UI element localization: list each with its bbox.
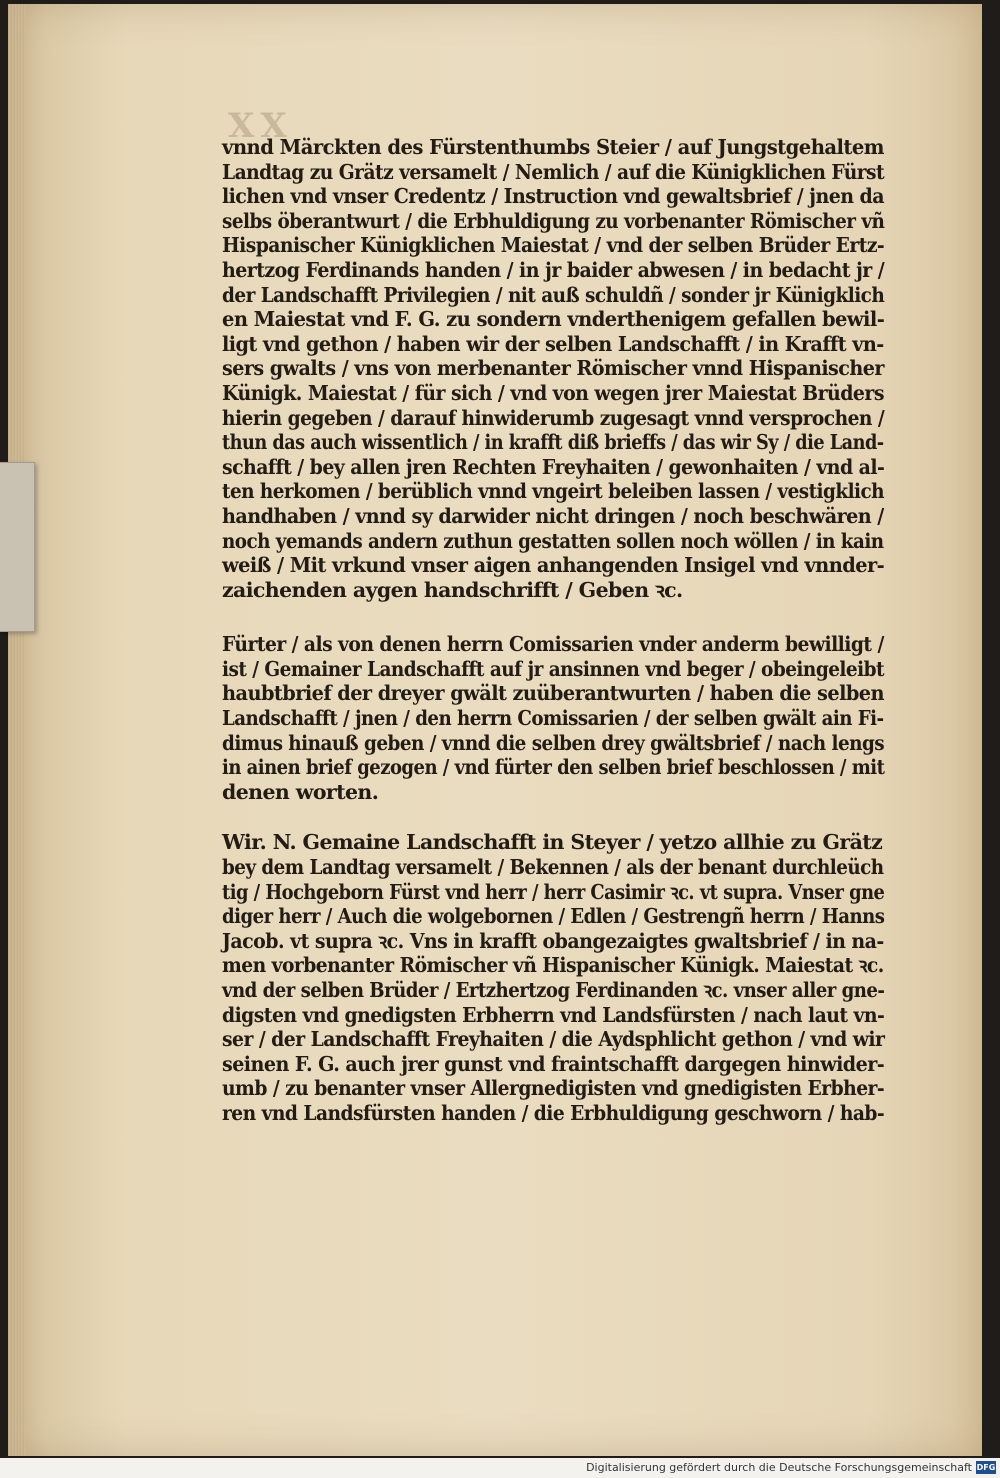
text-line: haubtbrief der dreyer gwält zuüberantwurten / haben die selben [222,681,885,706]
paragraph-3 [222,830,884,1125]
paragraph-2 [222,632,884,804]
text-line: sers gwalts / vns von merbenanter Römischer vnnd Hispanischer [222,356,884,381]
text-line: seinen F. G. auch jrer gunst vnd fraintschafft dargegen hinwider- [222,1051,885,1076]
page-tab-marker [0,462,35,632]
text-line: hierin gegeben / darauf hinwiderumb zugesagt vnnd versprochen / [222,405,885,430]
text-line: ser / der Landschafft Freyhaiten / die Aydsphlicht gethon / vnd wir [222,1027,885,1052]
paragraph-1 [222,135,884,602]
text-line: vnnd Märckten des Fürstenthumbs Steier / auf Jungstgehaltem [222,135,884,159]
text-line: zaichenden aygen handschrifft / Geben ꝛc. [222,577,683,602]
text-line: denen worten. [222,779,379,804]
footer-credit: Digitalisierung gefördert durch die Deutsche Forschungsgemeinschaft [586,1461,972,1474]
text-line: Fürter / als von denen herrn Comissarien vnder anderm bewilligt / [222,632,884,657]
page-text [222,135,884,1126]
text-line: schafft / bey allen jren Rechten Freyhaiten / gewonhaiten / vnd al- [222,454,885,479]
page-edges [8,4,26,1456]
page-header-mark: XX [228,106,293,146]
text-line: ten herkomen / berüblich vnnd vngeirt beleiben lassen / vestigklich [222,479,884,504]
text-line: thun das auch wissentlich / in krafft diß brieffs / das wir Sy / die Land- [222,430,884,455]
text-line: lichen vnd vnser Credentz / Instruction vnd gewaltsbrief / jnen da [222,184,885,209]
text-line: Hispanischer Künigklichen Maiestat / vnd der selben Brüder Ertz- [222,233,885,258]
text-line: tig / Hochgeborn Fürst vnd herr / herr Casimir ꝛc. vt supra. Vnser gne [222,879,885,904]
text-line: weiß / Mit vrkund vnser aigen anhangenden Insigel vnd vnnder- [222,553,885,578]
text-line: digsten vnd gnedigsten Erbherrn vnd Landsfürsten / nach laut vn- [222,1002,885,1027]
text-line: selbs öberantwurt / die Erbhuldigung zu vorbenanter Römischer vñ [222,208,885,233]
text-line: dimus hinauß geben / vnnd die selben drey gwältsbrief / nach lengs [222,730,885,755]
dfg-logo-icon: DFG [976,1463,996,1472]
text-line: Landschafft / jnen / den herrn Comissarien / der selben gwält ain Fi- [222,706,884,731]
text-line: ligt vnd gethon / haben wir der selben Landschafft / in Krafft vn- [222,331,884,356]
text-line: vnd der selben Brüder / Ertzhertzog Ferdinanden ꝛc. vnser aller gne- [222,978,885,1002]
text-line: in ainen brief gezogen / vnd fürter den selben brief beschlossen / mit [222,755,885,780]
text-line: diger herr / Auch die wolgebornen / Edlen / Gestrengñ herrn / Hanns [222,904,885,929]
text-line: bey dem Landtag versamelt / Bekennen / als der benant durchleüch [222,855,884,880]
text-line: Jacob. vt supra ꝛc. Vns in krafft obangezaigtes gwaltsbrief / in na- [222,928,884,953]
text-line: Wir. N. Gemaine Landschafft in Steyer / yetzo allhie zu Grätz [222,830,883,855]
text-line: der Landschafft Privilegien / nit auß schuldñ / sonder jr Künigklich [222,282,885,307]
text-line: Landtag zu Grätz versamelt / Nemlich / auf die Künigklichen Fürst [222,159,885,184]
text-line: hertzog Ferdinands handen / in jr baider abwesen / in bedacht jr / [222,257,885,282]
text-line: ist / Gemainer Landschafft auf jr ansinnen vnd beger / obeingeleibt [222,656,884,681]
text-line: ren vnd Landsfürsten handen / die Erbhuldigung geschworn / hab- [222,1100,885,1125]
text-line: umb / zu benanter vnser Allergnedigisten vnd gnedigisten Erbher- [222,1076,885,1101]
text-line: Künigk. Maiestat / für sich / vnd von wegen jrer Maiestat Brüders [222,380,884,405]
text-line: handhaben / vnnd sy darwider nicht dringen / noch beschwären / [222,503,884,528]
text-line: noch yemands andern zuthun gestatten sollen noch wöllen / in kain [222,528,884,553]
text-line: en Maiestat vnd F. G. zu sondern vnderthenigem gefallen bewil- [222,307,885,332]
text-line: men vorbenanter Römischer vñ Hispanischer Künigk. Maiestat ꝛc. [222,953,884,978]
footer-bar [0,1458,1000,1478]
